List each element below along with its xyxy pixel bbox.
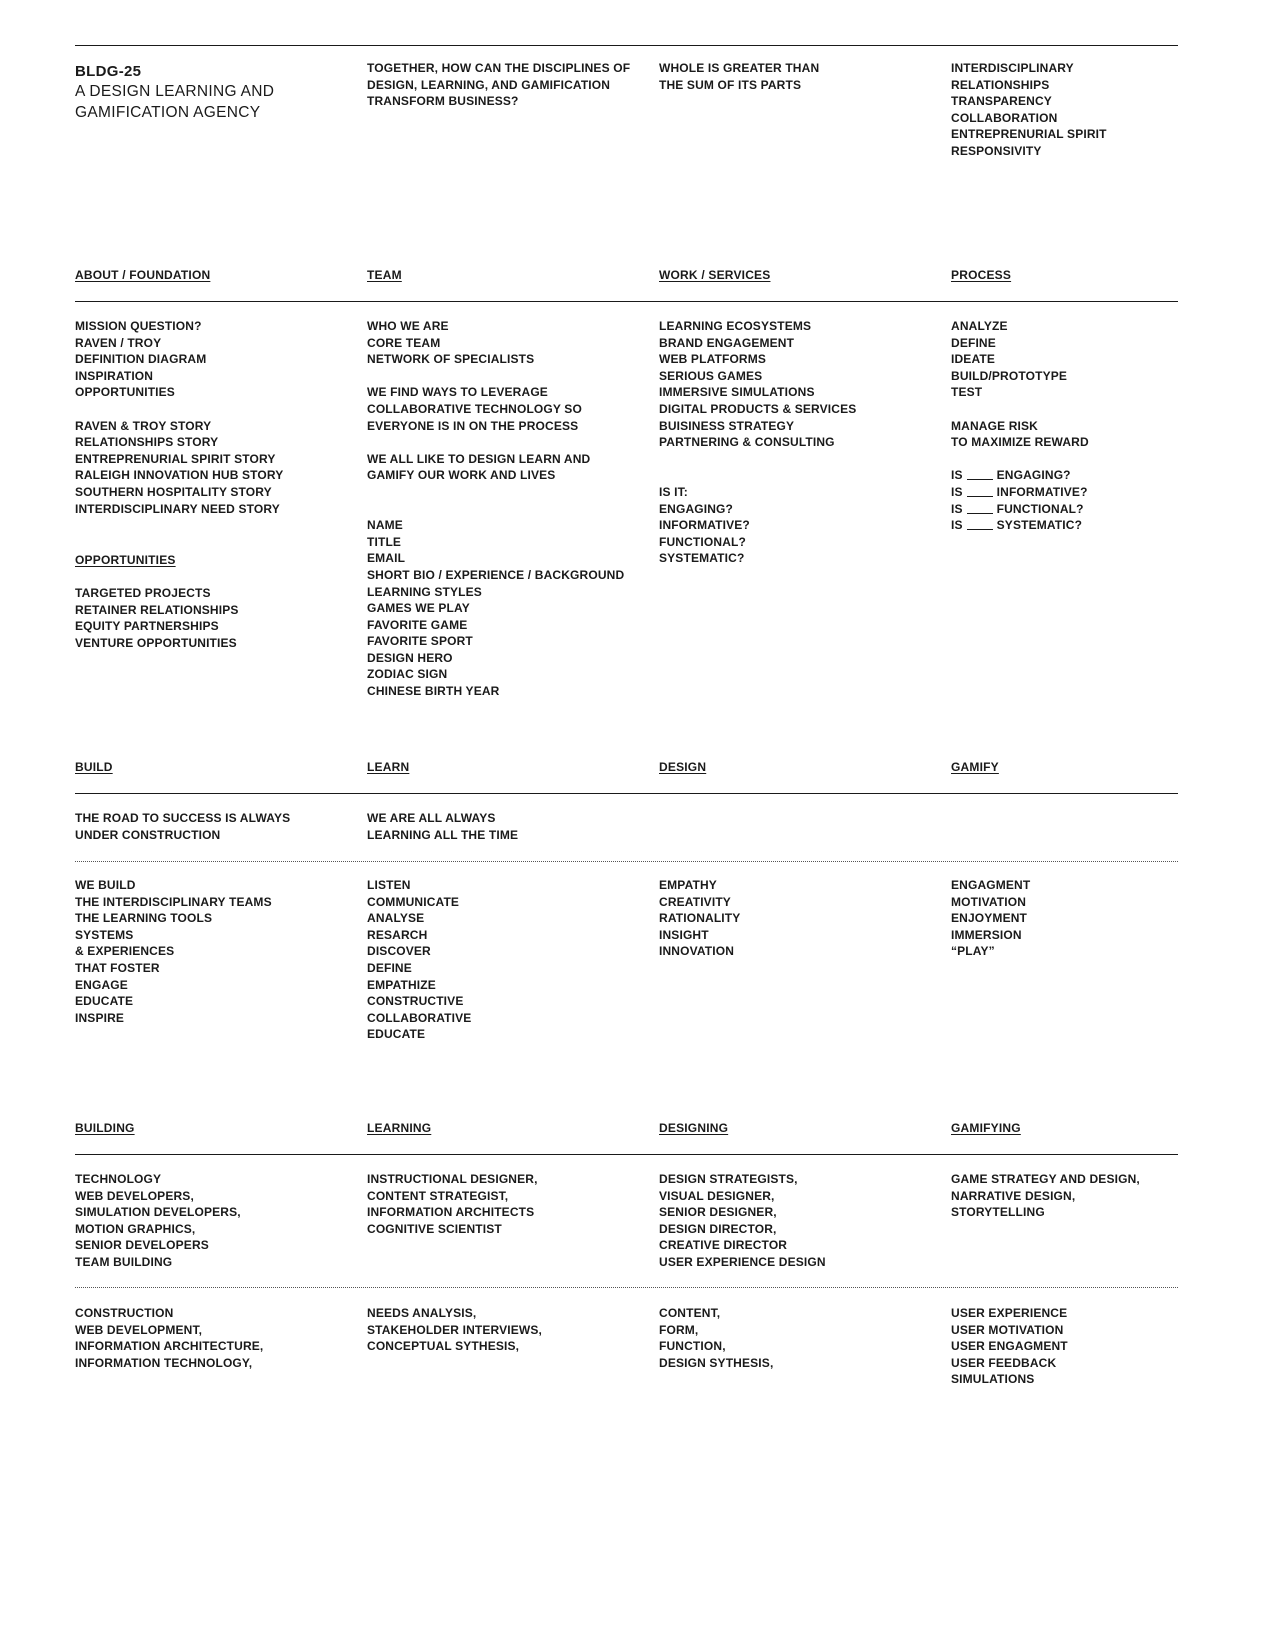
list-item: TEST — [951, 385, 983, 400]
list-item: WEB PLATFORMS — [659, 352, 767, 367]
opportunities-list — [75, 585, 239, 651]
list-item: WEB DEVELOPMENT, — [75, 1322, 203, 1337]
section1-rule — [75, 301, 1178, 302]
intro-line: WE ARE ALL ALWAYS — [367, 811, 496, 825]
list-item: EVERYONE IS IN ON THE PROCESS — [367, 418, 579, 433]
section2-rule — [75, 793, 1178, 794]
fill-in-blank — [967, 529, 993, 530]
list-item: INFORMATION ARCHITECTS — [367, 1205, 535, 1220]
process-question — [951, 467, 1089, 484]
heading-building: BUILDING — [75, 1121, 135, 1135]
list-item: GAMES WE PLAY — [367, 601, 470, 616]
list-item: ZODIAC SIGN — [367, 667, 448, 682]
heading-work-services: WORK / SERVICES — [659, 268, 771, 282]
list-item: THAT FOSTER — [75, 960, 160, 975]
about-list — [75, 318, 283, 517]
list-item: THE INTERDISCIPLINARY TEAMS — [75, 894, 272, 909]
heading-process: PROCESS — [951, 268, 1012, 282]
list-item: SIMULATION DEVELOPERS, — [75, 1205, 241, 1220]
top-rule — [75, 45, 1178, 46]
list-item: TITLE — [367, 534, 402, 549]
list-item: ENGAGING? — [659, 501, 734, 516]
heading-build: BUILD — [75, 760, 113, 774]
list-item: DEFINITION DIAGRAM — [75, 352, 207, 367]
list-item: INFORMATION ARCHITECTURE, — [75, 1339, 264, 1354]
list-item: DESIGN STRATEGISTS, — [659, 1172, 798, 1186]
list-item: VISUAL DESIGNER, — [659, 1188, 775, 1203]
building-roles — [75, 1171, 241, 1271]
list-item: CONSTRUCTIVE — [367, 994, 464, 1009]
list-item: LISTEN — [367, 878, 411, 892]
list-item: PARTNERING & CONSULTING — [659, 435, 835, 450]
question-word: FUNCTIONAL? — [996, 501, 1084, 516]
tagline — [659, 60, 819, 93]
list-item: DESIGN SYTHESIS, — [659, 1355, 774, 1370]
heading-learning: LEARNING — [367, 1121, 432, 1135]
list-item: USER ENGAGMENT — [951, 1339, 1068, 1354]
list-item: ANALYZE — [951, 319, 1008, 333]
mission-question — [367, 60, 630, 110]
list-item: IDEATE — [951, 352, 996, 367]
list-item: RESARCH — [367, 927, 428, 942]
list-item: INFORMATIVE? — [659, 518, 750, 533]
list-spacer — [367, 501, 624, 518]
list-item: WHO WE ARE — [367, 319, 449, 333]
list-item: “PLAY” — [951, 944, 995, 959]
list-item: INNOVATION — [659, 944, 735, 959]
list-item: LEARNING STYLES — [367, 584, 482, 599]
list-item: INSPIRATION — [75, 368, 154, 383]
list-item: EMPATHIZE — [367, 977, 436, 992]
process-question — [951, 501, 1089, 518]
designing-skills — [659, 1305, 773, 1371]
list-item: INSTRUCTIONAL DESIGNER, — [367, 1172, 538, 1186]
gamify-list — [951, 877, 1030, 960]
list-item: CONTENT, — [659, 1306, 721, 1320]
list-item: USER EXPERIENCE — [951, 1306, 1068, 1320]
list-item: ENGAGMENT — [951, 878, 1031, 892]
agency-title — [75, 61, 274, 123]
list-item: DIGITAL PRODUCTS & SERVICES — [659, 401, 857, 416]
list-item: SERIOUS GAMES — [659, 368, 763, 383]
list-item: TECHNOLOGY — [75, 1172, 162, 1186]
agency-subtitle-line1: A DESIGN LEARNING AND — [75, 83, 275, 100]
list-item: FUNCTION, — [659, 1339, 726, 1354]
list-item: SYSTEMATIC? — [659, 551, 745, 566]
list-item: INTERDISCIPLINARY — [951, 61, 1074, 75]
heading-design: DESIGN — [659, 760, 707, 774]
section3-divider — [75, 1287, 1178, 1288]
is-prefix: IS — [951, 468, 963, 483]
list-item: COLLABORATIVE — [367, 1010, 472, 1025]
list-item: CONCEPTUAL SYTHESIS, — [367, 1339, 520, 1354]
list-item: FUNCTIONAL? — [659, 534, 746, 549]
heading-about-foundation: ABOUT / FOUNDATION — [75, 268, 211, 282]
list-item: NETWORK OF SPECIALISTS — [367, 352, 535, 367]
list-spacer — [951, 401, 1089, 418]
list-item: CORE TEAM — [367, 335, 441, 350]
heading-gamify: GAMIFY — [951, 760, 999, 774]
list-spacer — [659, 451, 856, 468]
list-item: EMAIL — [367, 551, 406, 566]
tagline-line: WHOLE IS GREATER THAN — [659, 61, 820, 75]
list-item: RELATIONSHIPS — [951, 77, 1050, 92]
list-item: RETAINER RELATIONSHIPS — [75, 602, 239, 617]
question-line: DESIGN, LEARNING, AND GAMIFICATION — [367, 77, 611, 92]
list-item: FAVORITE GAME — [367, 617, 468, 632]
list-item: IMMERSIVE SIMULATIONS — [659, 385, 815, 400]
building-skills — [75, 1305, 263, 1371]
list-item: TEAM BUILDING — [75, 1254, 173, 1269]
list-item: BRAND ENGAGEMENT — [659, 335, 795, 350]
list-item: FAVORITE SPORT — [367, 634, 473, 649]
list-item: COGNITIVE SCIENTIST — [367, 1221, 502, 1236]
list-item: GAMIFY OUR WORK AND LIVES — [367, 468, 556, 483]
list-item: LEARNING ECOSYSTEMS — [659, 319, 812, 333]
list-item: SENIOR DEVELOPERS — [75, 1238, 209, 1253]
list-item: EDUCATE — [367, 1027, 426, 1042]
list-item: CHINESE BIRTH YEAR — [367, 684, 500, 699]
list-item: EQUITY PARTNERSHIPS — [75, 619, 219, 634]
list-item: OPPORTUNITIES — [75, 385, 175, 400]
build-list — [75, 877, 272, 1026]
list-item: INFORMATION TECHNOLOGY, — [75, 1355, 253, 1370]
gamifying-roles — [951, 1171, 1140, 1221]
list-item: NEEDS ANALYSIS, — [367, 1306, 477, 1320]
agency-subtitle-line2: GAMIFICATION AGENCY — [75, 103, 261, 121]
list-spacer — [659, 467, 856, 484]
gamifying-skills — [951, 1305, 1068, 1388]
core-values-list — [951, 60, 1107, 160]
list-item: STORYTELLING — [951, 1205, 1045, 1220]
list-item: MOTIVATION — [951, 894, 1027, 909]
list-spacer — [75, 401, 283, 418]
learn-list — [367, 877, 471, 1043]
list-item: SENIOR DESIGNER, — [659, 1205, 777, 1220]
intro-line: UNDER CONSTRUCTION — [75, 827, 221, 842]
list-item: NAME — [367, 518, 403, 533]
list-item: DEFINE — [951, 335, 996, 350]
list-item: RAVEN / TROY — [75, 335, 162, 350]
list-item: THE LEARNING TOOLS — [75, 911, 213, 926]
build-intro — [75, 810, 290, 843]
list-item: EDUCATE — [75, 994, 134, 1009]
learning-skills — [367, 1305, 542, 1355]
intro-line: THE ROAD TO SUCCESS IS ALWAYS — [75, 811, 291, 825]
list-item: WE FIND WAYS TO LEVERAGE — [367, 385, 548, 400]
list-item: WEB DEVELOPERS, — [75, 1188, 194, 1203]
learn-intro — [367, 810, 518, 843]
list-item: RESPONSIVITY — [951, 143, 1042, 158]
list-item: BUILD/PROTOTYPE — [951, 368, 1068, 383]
list-item: NARRATIVE DESIGN, — [951, 1188, 1076, 1203]
list-item: BUISINESS STRATEGY — [659, 418, 795, 433]
list-item: MANAGE RISK — [951, 418, 1038, 433]
list-item: ENGAGE — [75, 977, 128, 992]
list-item: RALEIGH INNOVATION HUB STORY — [75, 468, 284, 483]
list-item: INSIGHT — [659, 927, 709, 942]
is-prefix: IS — [951, 518, 963, 533]
list-item: SHORT BIO / EXPERIENCE / BACKGROUND — [367, 567, 625, 582]
fill-in-blank — [967, 513, 993, 514]
list-item: CONTENT STRATEGIST, — [367, 1188, 509, 1203]
list-spacer — [367, 368, 624, 385]
list-item: CREATIVE DIRECTOR — [659, 1238, 788, 1253]
list-item: USER FEEDBACK — [951, 1355, 1057, 1370]
list-item: SOUTHERN HOSPITALITY STORY — [75, 484, 272, 499]
list-spacer — [951, 451, 1089, 468]
design-list — [659, 877, 740, 960]
team-list — [367, 318, 624, 700]
list-spacer — [367, 484, 624, 501]
list-item: RAVEN & TROY STORY — [75, 418, 212, 433]
list-item: ENTREPRENURIAL SPIRIT STORY — [75, 451, 276, 466]
heading-designing: DESIGNING — [659, 1121, 729, 1135]
is-prefix: IS — [951, 501, 963, 516]
brand-name: BLDG-25 — [75, 63, 142, 80]
fill-in-blank — [967, 496, 993, 497]
list-item: COLLABORATIVE TECHNOLOGY SO — [367, 401, 582, 416]
list-item: EMPATHY — [659, 878, 717, 892]
list-item: USER MOTIVATION — [951, 1322, 1064, 1337]
list-item: ENJOYMENT — [951, 911, 1028, 926]
list-item: IMMERSION — [951, 927, 1022, 942]
is-prefix: IS — [951, 484, 963, 499]
list-item: MOTION GRAPHICS, — [75, 1221, 196, 1236]
list-item: VENTURE OPPORTUNITIES — [75, 635, 237, 650]
heading-gamifying: GAMIFYING — [951, 1121, 1021, 1135]
question-word: ENGAGING? — [996, 468, 1071, 483]
list-item: INSPIRE — [75, 1010, 125, 1025]
list-item: COMMUNICATE — [367, 894, 460, 909]
section3-rule — [75, 1154, 1178, 1155]
list-item: ENTREPRENURIAL SPIRIT — [951, 127, 1107, 142]
fill-in-blank — [967, 479, 993, 480]
list-item: WE BUILD — [75, 878, 136, 892]
list-item: USER EXPERIENCE DESIGN — [659, 1254, 826, 1269]
list-item: MISSION QUESTION? — [75, 319, 202, 333]
list-item: CONSTRUCTION — [75, 1306, 174, 1320]
list-item: DEFINE — [367, 960, 412, 975]
list-item: GAME STRATEGY AND DESIGN, — [951, 1172, 1140, 1186]
list-item: FORM, — [659, 1322, 699, 1337]
question-word: SYSTEMATIC? — [996, 518, 1083, 533]
list-item: TARGETED PROJECTS — [75, 586, 211, 600]
tagline-line: THE SUM OF ITS PARTS — [659, 77, 802, 92]
list-item: DESIGN HERO — [367, 650, 453, 665]
process-question — [951, 517, 1089, 534]
section2-divider — [75, 861, 1178, 862]
question-word: INFORMATIVE? — [996, 484, 1088, 499]
designing-roles — [659, 1171, 826, 1271]
list-item: TRANSPARENCY — [951, 94, 1052, 109]
list-item: INTERDISCIPLINARY NEED STORY — [75, 501, 280, 516]
list-item: DISCOVER — [367, 944, 431, 959]
question-line: TOGETHER, HOW CAN THE DISCIPLINES OF — [367, 61, 631, 75]
learning-roles — [367, 1171, 538, 1237]
list-spacer — [367, 434, 624, 451]
list-item: & EXPERIENCES — [75, 944, 175, 959]
list-item: RATIONALITY — [659, 911, 741, 926]
list-item: DESIGN DIRECTOR, — [659, 1221, 777, 1236]
list-item: WE ALL LIKE TO DESIGN LEARN AND — [367, 451, 591, 466]
heading-team: TEAM — [367, 268, 402, 282]
heading-opportunities: OPPORTUNITIES — [75, 553, 176, 567]
list-item: TO MAXIMIZE REWARD — [951, 435, 1089, 450]
list-item: IS IT: — [659, 484, 688, 499]
list-item: STAKEHOLDER INTERVIEWS, — [367, 1322, 543, 1337]
list-item: ANALYSE — [367, 911, 425, 926]
list-item: COLLABORATION — [951, 110, 1058, 125]
list-item: CREATIVITY — [659, 894, 731, 909]
process-question — [951, 484, 1089, 501]
list-item: SIMULATIONS — [951, 1372, 1035, 1387]
heading-learn: LEARN — [367, 760, 410, 774]
work-services-list — [659, 318, 856, 567]
process-list — [951, 318, 1089, 534]
list-item: RELATIONSHIPS STORY — [75, 435, 219, 450]
intro-line: LEARNING ALL THE TIME — [367, 827, 519, 842]
list-item: SYSTEMS — [75, 927, 134, 942]
question-line: TRANSFORM BUSINESS? — [367, 94, 519, 109]
